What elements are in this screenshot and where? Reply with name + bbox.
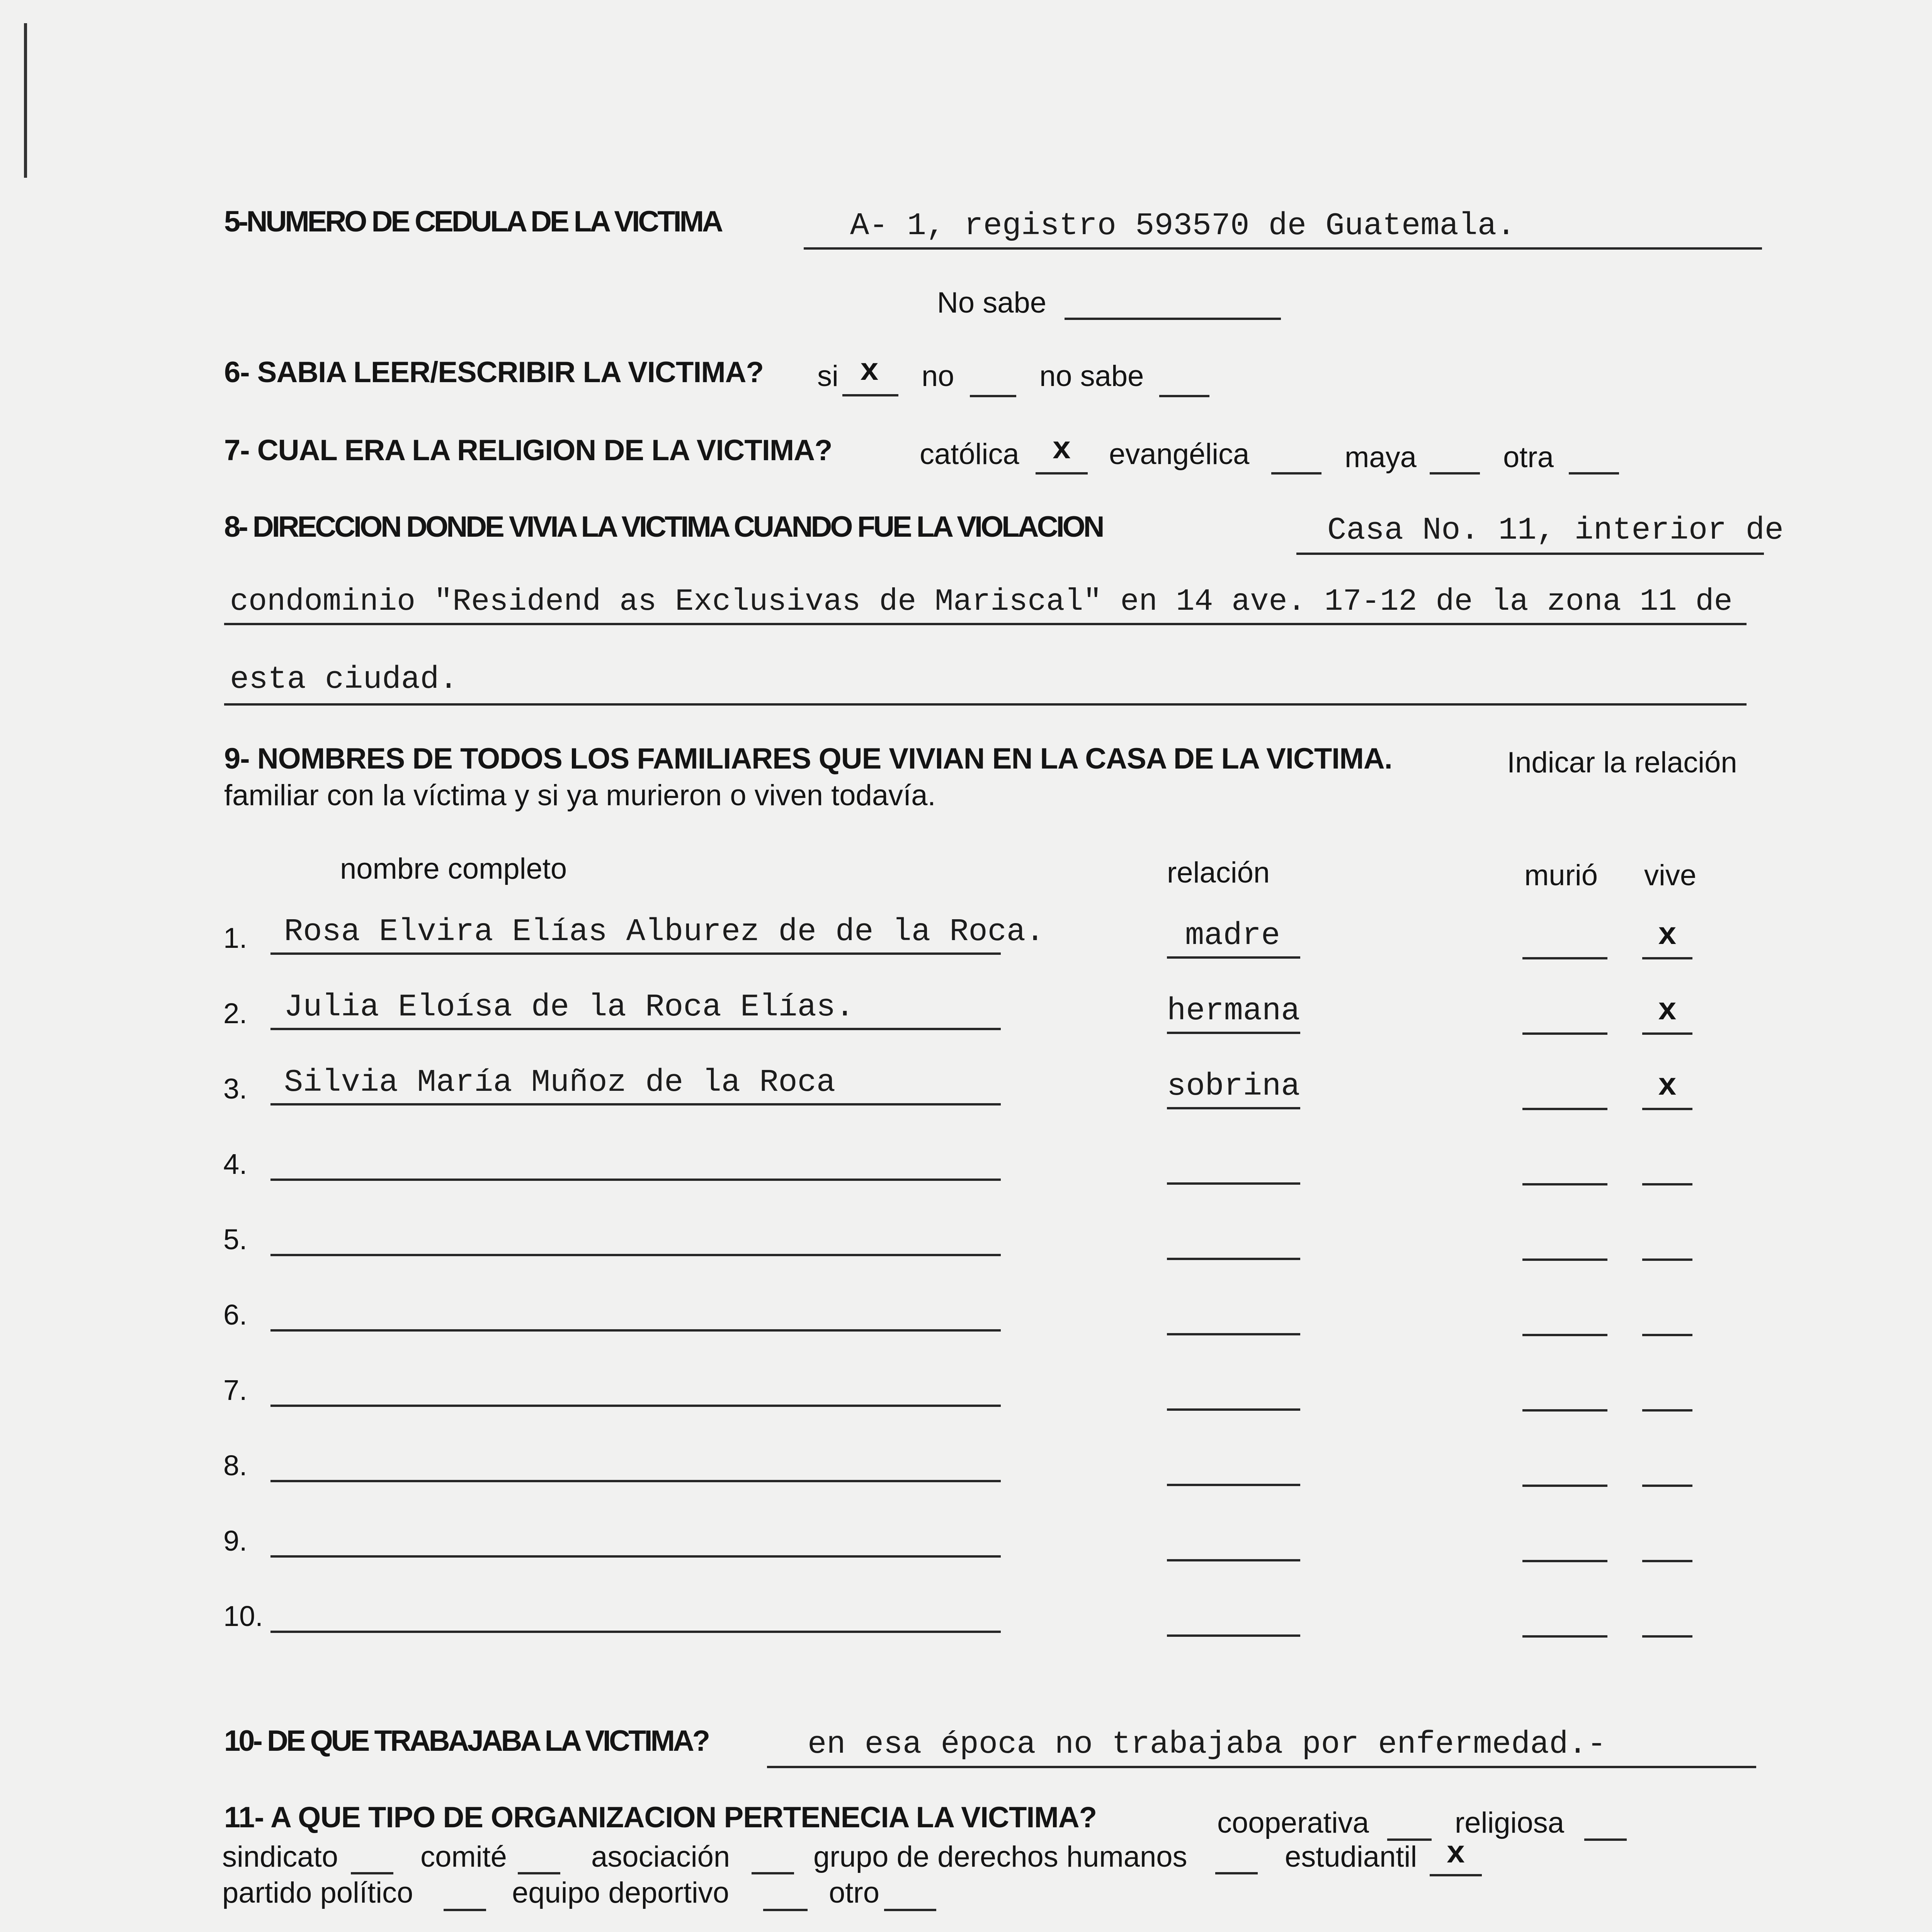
q6-label: 6- SABIA LEER/ESCRIBIR LA VICTIMA? <box>224 356 764 389</box>
member-lives-line <box>1642 1183 1692 1185</box>
q5-no-sabe-line <box>1065 318 1281 320</box>
q11-religiosa-label: religiosa <box>1455 1806 1565 1839</box>
member-name-line <box>270 1329 1001 1332</box>
q11-partido-line <box>444 1909 486 1911</box>
q7-catolica-mark: x <box>1052 432 1071 468</box>
q9-instruction-b: familiar con la víctima y si ya murieron o viven todavía. <box>224 779 936 812</box>
q7-otra-label: otra <box>1503 441 1554 474</box>
member-relation-line <box>1167 1182 1300 1185</box>
member-name: Julia Eloísa de la Roca Elías. <box>284 989 855 1025</box>
member-name-line <box>270 1480 1001 1482</box>
member-died-line <box>1522 1334 1607 1336</box>
member-relation-line <box>1167 1032 1300 1034</box>
member-relation-line <box>1167 1408 1300 1411</box>
q11-religiosa-line <box>1584 1838 1627 1841</box>
member-lives-mark: x <box>1658 993 1677 1029</box>
row-number: 3. <box>223 1073 247 1105</box>
member-lives-line <box>1642 1032 1692 1035</box>
member-relation-line <box>1167 1559 1300 1561</box>
member-relation-line <box>1167 1634 1300 1637</box>
q11-comite-label: comité <box>420 1840 507 1873</box>
member-died-line <box>1522 1108 1607 1110</box>
q5-no-sabe-label: No sabe <box>937 286 1047 319</box>
member-lives-line <box>1642 1334 1692 1336</box>
member-died-line <box>1522 1560 1607 1562</box>
member-relation-line <box>1167 1333 1300 1335</box>
q11-estudiantil-line <box>1430 1874 1482 1876</box>
q10-line <box>767 1766 1756 1768</box>
row-number: 7. <box>223 1374 247 1406</box>
header-relation: relación <box>1167 856 1270 889</box>
member-relation-line <box>1167 956 1300 959</box>
member-name-line <box>270 1028 1001 1030</box>
member-lives-mark: x <box>1658 1068 1677 1104</box>
member-name-line <box>270 1179 1001 1181</box>
member-lives-mark: x <box>1658 918 1677 954</box>
q8-answer-line3: esta ciudad. <box>230 662 458 697</box>
q7-evangelica-label: evangélica <box>1109 438 1250 471</box>
member-name-line <box>270 1405 1001 1407</box>
q6-si-line <box>842 394 898 396</box>
q9-label: 9- NOMBRES DE TODOS LOS FAMILIARES QUE VIVIAN EN LA CASA DE LA VICTIMA. <box>224 742 1392 775</box>
q11-derechos-line <box>1215 1872 1258 1874</box>
q7-catolica-label: católica <box>920 438 1019 471</box>
q11-estudiantil-label: estudiantil <box>1285 1840 1417 1873</box>
q6-no-sabe-line <box>1159 395 1209 397</box>
q11-label: 11- A QUE TIPO DE ORGANIZACION PERTENECIA LA VICTIMA? <box>224 1801 1097 1834</box>
member-lives-line <box>1642 1108 1692 1110</box>
q11-derechos-label: grupo de derechos humanos <box>813 1840 1187 1873</box>
q11-estudiantil-mark: x <box>1446 1836 1466 1872</box>
q8-answer-line1: Casa No. 11, interior de <box>1327 512 1784 548</box>
row-number: 10. <box>223 1600 263 1632</box>
member-relation: madre <box>1185 918 1281 954</box>
q10-answer: en esa época no trabajaba por enfermedad.- <box>808 1726 1606 1762</box>
member-relation-line <box>1167 1484 1300 1486</box>
q8-line3 <box>224 703 1747 706</box>
q5-line <box>804 247 1762 250</box>
q11-otro-line <box>884 1909 936 1911</box>
q6-si-label: si <box>817 360 838 393</box>
member-name-line <box>270 1103 1001 1105</box>
q9-instruction-a: Indicar la relación <box>1507 746 1737 779</box>
q6-no-sabe-label: no sabe <box>1039 360 1144 393</box>
q8-line1 <box>1296 553 1764 555</box>
row-number: 2. <box>223 997 247 1029</box>
member-died-line <box>1522 1032 1607 1035</box>
q8-label: 8- DIRECCION DONDE VIVIA LA VICTIMA CUANDO FUE LA VIOLACION <box>224 510 1103 543</box>
member-relation-line <box>1167 1258 1300 1260</box>
q11-asociacion-line <box>752 1872 794 1874</box>
member-died-line <box>1522 1485 1607 1487</box>
member-name-line <box>270 1631 1001 1633</box>
q11-partido-label: partido político <box>222 1876 413 1909</box>
member-lives-line <box>1642 957 1692 959</box>
member-lives-line <box>1642 1635 1692 1638</box>
q11-cooperativa-label: cooperativa <box>1217 1806 1369 1839</box>
member-lives-line <box>1642 1560 1692 1562</box>
q5-answer: A- 1, registro 593570 de Guatemala. <box>850 208 1516 244</box>
q11-asociacion-label: asociación <box>591 1840 730 1873</box>
q7-catolica-line <box>1036 472 1088 474</box>
member-relation: hermana <box>1167 993 1300 1029</box>
q7-evangelica-line <box>1271 472 1321 474</box>
member-name-line <box>270 952 1001 955</box>
row-number: 6. <box>223 1299 247 1331</box>
row-number: 5. <box>223 1223 247 1255</box>
member-name-line <box>270 1254 1001 1256</box>
q6-no-label: no <box>922 360 954 393</box>
row-number: 9. <box>223 1525 247 1557</box>
member-died-line <box>1522 1409 1607 1412</box>
header-lives: vive <box>1644 859 1697 892</box>
q6-si-mark: x <box>860 354 879 389</box>
header-died: murió <box>1524 859 1598 892</box>
member-relation-line <box>1167 1107 1300 1109</box>
row-number: 1. <box>223 922 247 954</box>
q6-no-line <box>970 395 1016 397</box>
member-name: Silvia María Muñoz de la Roca <box>284 1065 836 1100</box>
member-died-line <box>1522 957 1607 959</box>
q7-label: 7- CUAL ERA LA RELIGION DE LA VICTIMA? <box>224 434 832 467</box>
member-name: Rosa Elvira Elías Alburez de de la Roca. <box>284 914 1045 950</box>
q7-maya-label: maya <box>1345 441 1417 474</box>
q11-comite-line <box>518 1872 560 1874</box>
q8-answer-line2: condominio "Residend as Exclusivas de Mariscal" en 14 ave. 17-12 de la zona 11 de <box>230 584 1733 619</box>
q10-label: 10- DE QUE TRABAJABA LA VICTIMA? <box>224 1725 709 1757</box>
page-edge-mark <box>24 23 27 178</box>
q11-otro-label: otro <box>829 1876 879 1909</box>
member-died-line <box>1522 1259 1607 1261</box>
header-name: nombre completo <box>340 852 567 885</box>
q11-sindicato-line <box>351 1872 393 1874</box>
member-name-line <box>270 1555 1001 1558</box>
q11-deportivo-label: equipo deportivo <box>512 1876 729 1909</box>
member-died-line <box>1522 1183 1607 1185</box>
member-lives-line <box>1642 1485 1692 1487</box>
member-lives-line <box>1642 1259 1692 1261</box>
member-relation: sobrina <box>1167 1068 1300 1104</box>
member-died-line <box>1522 1635 1607 1638</box>
q11-deportivo-line <box>763 1909 808 1911</box>
q5-label: 5-NUMERO DE CEDULA DE LA VICTIMA <box>224 205 721 238</box>
q8-line2 <box>224 623 1747 625</box>
member-lives-line <box>1642 1409 1692 1412</box>
q7-maya-line <box>1430 472 1480 474</box>
row-number: 8. <box>223 1449 247 1481</box>
q11-sindicato-label: sindicato <box>222 1840 338 1873</box>
row-number: 4. <box>223 1148 247 1180</box>
q7-otra-line <box>1569 472 1619 474</box>
